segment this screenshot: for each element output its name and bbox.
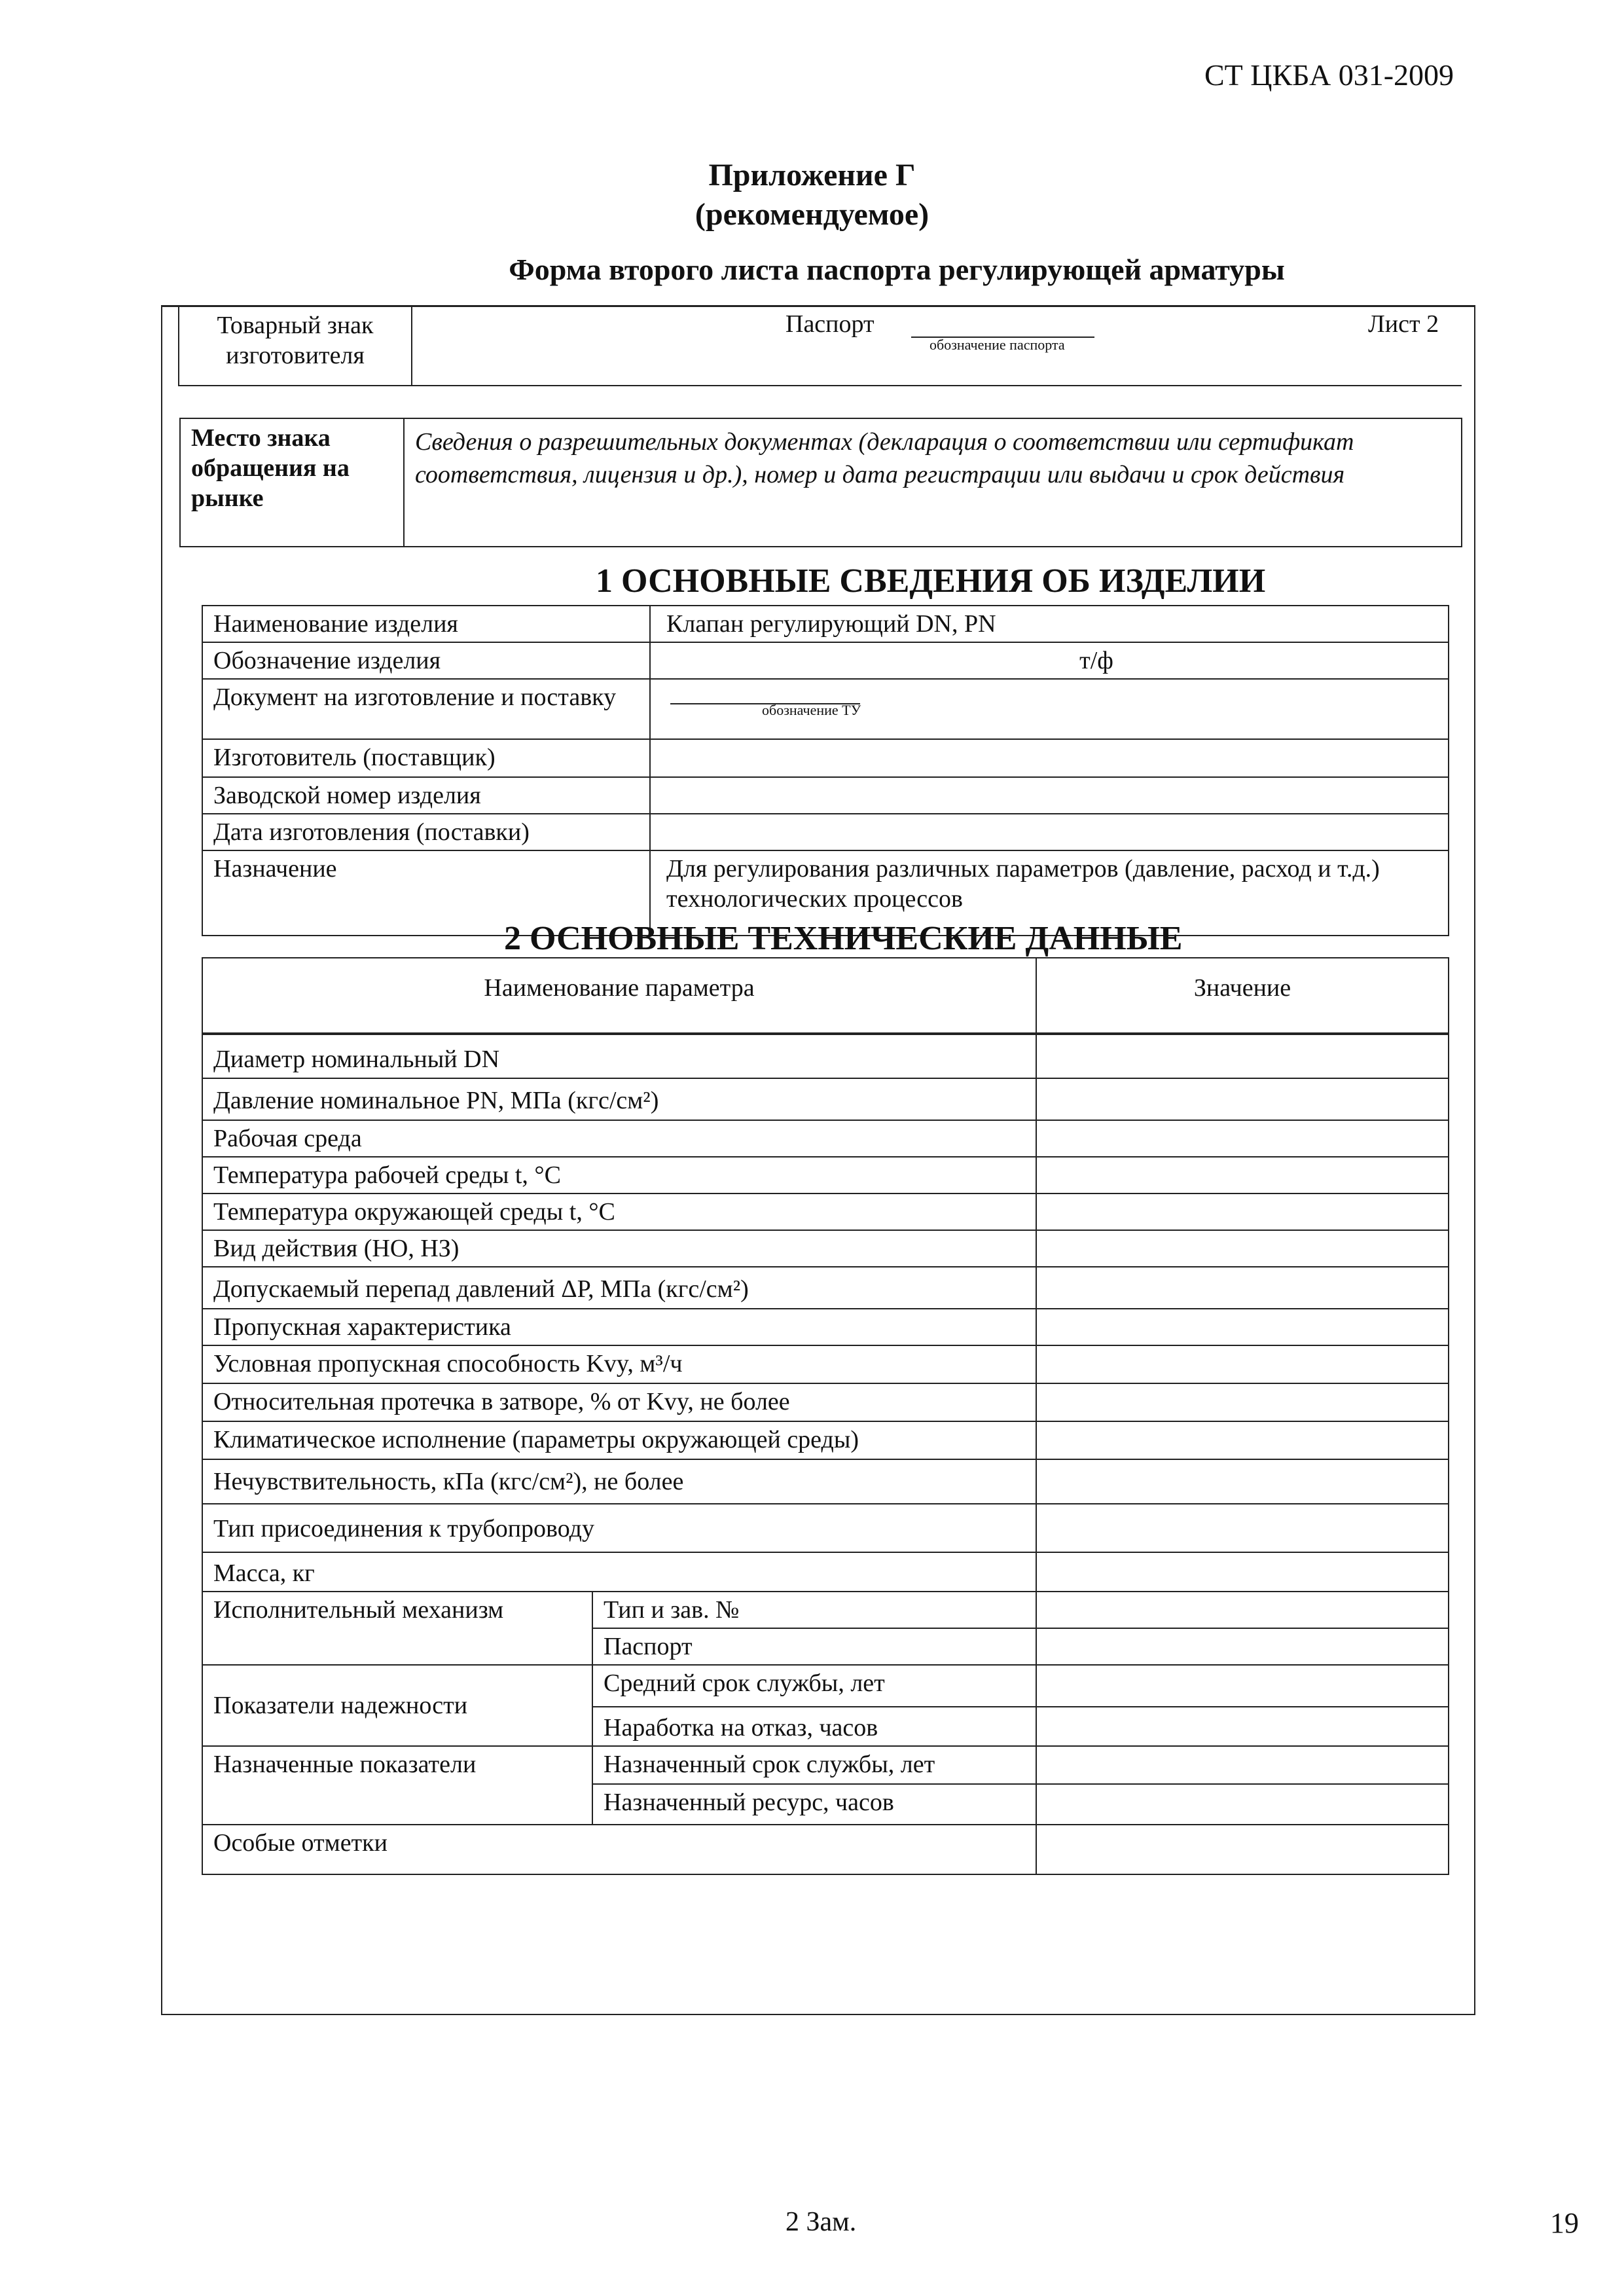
- group-label: Назначенные показатели: [202, 1746, 592, 1825]
- table-row: [202, 606, 1449, 642]
- market-mark-label: Место знака обращения на рынке: [180, 418, 404, 547]
- serial-number-label: Заводской номер изделия: [202, 777, 650, 814]
- table-row: [202, 1459, 1449, 1504]
- table-header-row: [202, 958, 1449, 1034]
- form-title: Форма второго листа паспорта регулирующей арматуры: [509, 253, 1285, 286]
- revision-note: 2 Зам.: [785, 2207, 857, 2237]
- table-row: [202, 1230, 1449, 1267]
- table-row: [202, 1592, 1449, 1628]
- param-name-header: Наименование параметра: [202, 958, 1036, 1034]
- passport-cell: [412, 306, 1462, 386]
- product-info-table: [202, 605, 1449, 936]
- param-label: Давление номинальное PN, МПа (кгс/см²): [202, 1078, 1036, 1120]
- group-sub-label: Наработка на отказ, часов: [592, 1707, 1036, 1746]
- param-label: Допускаемый перепад давлений ΔР, МПа (кгс/см²): [202, 1267, 1036, 1309]
- trademark-cell: [179, 306, 412, 386]
- manufacture-date-value: [650, 814, 1449, 850]
- trademark-label: Товарный знак изготовителя: [217, 312, 374, 369]
- param-value: [1036, 1157, 1449, 1194]
- manufacturing-doc-cell: [650, 679, 1449, 739]
- manufacturer-label: Изготовитель (поставщик): [202, 739, 650, 777]
- param-value: [1036, 1746, 1449, 1784]
- special-notes-value: [1036, 1825, 1449, 1874]
- product-designation-value: т/ф: [650, 642, 1449, 679]
- product-name-value: Клапан регулирующий DN, PN: [650, 606, 1449, 642]
- purpose-value: Для регулирования различных параметров (давление, расход и т.д.) технологических процессов: [650, 850, 1449, 936]
- table-row: [202, 777, 1449, 814]
- param-label: Условная пропускная способность Kvy, м³/ч: [202, 1345, 1036, 1383]
- param-value: [1036, 1592, 1449, 1628]
- table-row: [202, 679, 1449, 739]
- param-value: [1036, 1665, 1449, 1707]
- document-code: СТ ЦКБА 031-2009: [1204, 58, 1454, 92]
- group-sub-label: Тип и зав. №: [592, 1592, 1036, 1628]
- special-notes-label: Особые отметки: [202, 1825, 1036, 1874]
- param-label: Рабочая среда: [202, 1120, 1036, 1157]
- param-value: [1036, 1078, 1449, 1120]
- group-sub-label: Средний срок службы, лет: [592, 1665, 1036, 1707]
- table-row: [202, 1383, 1449, 1421]
- param-value: [1036, 1459, 1449, 1504]
- market-mark-text: Сведения о разрешительных документах (декларация о соответствии или сертификат соответствия, лицензия и др.), номер и дата регистрации или выдачи и срок действия: [404, 418, 1462, 547]
- param-value: [1036, 1267, 1449, 1309]
- param-value: [1036, 1309, 1449, 1345]
- passport-header-table: [178, 305, 1462, 386]
- table-row: [202, 1552, 1449, 1592]
- table-row: [202, 1309, 1449, 1345]
- table-row: [202, 1267, 1449, 1309]
- param-value: [1036, 1707, 1449, 1746]
- appendix-status: (рекомендуемое): [695, 197, 929, 232]
- param-label: Вид действия (НО, НЗ): [202, 1230, 1036, 1267]
- param-label: Диаметр номинальный DN: [202, 1034, 1036, 1078]
- manufacture-date-label: Дата изготовления (поставки): [202, 814, 650, 850]
- appendix-title: Приложение Г: [708, 158, 916, 192]
- table-row: [202, 1504, 1449, 1552]
- param-value: [1036, 1345, 1449, 1383]
- section1-title: 1 ОСНОВНЫЕ СВЕДЕНИЯ ОБ ИЗДЕЛИИ: [596, 562, 1266, 600]
- table-row: [202, 642, 1449, 679]
- manufacturing-doc-label: Документ на изготовление и поставку: [202, 679, 650, 739]
- group-sub-label: Назначенный ресурс, часов: [592, 1784, 1036, 1825]
- table-row: [202, 1120, 1449, 1157]
- param-label: Климатическое исполнение (параметры окружающей среды): [202, 1421, 1036, 1459]
- serial-number-value: [650, 777, 1449, 814]
- passport-label: Паспорт: [785, 310, 875, 338]
- market-mark-table: [179, 418, 1462, 547]
- param-label: Тип присоединения к трубопроводу: [202, 1504, 1036, 1552]
- param-value: [1036, 1421, 1449, 1459]
- technical-data-table: [202, 957, 1449, 1875]
- group-label: Исполнительный механизм: [202, 1592, 592, 1665]
- table-row: [202, 1421, 1449, 1459]
- passport-caption: обозначение паспорта: [929, 337, 1065, 353]
- table-row: [202, 1034, 1449, 1078]
- param-value: [1036, 1230, 1449, 1267]
- table-row: [202, 814, 1449, 850]
- tu-caption: обозначение ТУ: [762, 702, 861, 718]
- param-label: Нечувствительность, кПа (кгс/см²), не более: [202, 1459, 1036, 1504]
- purpose-label: Назначение: [202, 850, 650, 936]
- section2-title: 2 ОСНОВНЫЕ ТЕХНИЧЕСКИЕ ДАННЫЕ: [504, 920, 1183, 957]
- param-value: [1036, 1034, 1449, 1078]
- sheet-number: Лист 2: [1368, 310, 1439, 338]
- product-name-label: Наименование изделия: [202, 606, 650, 642]
- table-row: [202, 1194, 1449, 1230]
- param-label: Температура окружающей среды t, °С: [202, 1194, 1036, 1230]
- param-label: Температура рабочей среды t, °С: [202, 1157, 1036, 1194]
- param-value: [1036, 1120, 1449, 1157]
- table-row: [202, 1078, 1449, 1120]
- table-row: [202, 1746, 1449, 1784]
- page-number: 19: [1550, 2207, 1579, 2239]
- param-value: [1036, 1194, 1449, 1230]
- table-row: [202, 1345, 1449, 1383]
- param-value: [1036, 1383, 1449, 1421]
- param-value: [1036, 1784, 1449, 1825]
- table-row: [202, 739, 1449, 777]
- param-label: Масса, кг: [202, 1552, 1036, 1592]
- manufacturer-value: [650, 739, 1449, 777]
- param-value: [1036, 1628, 1449, 1665]
- table-row: [202, 1157, 1449, 1194]
- param-value: [1036, 1552, 1449, 1592]
- group-sub-label: Назначенный срок службы, лет: [592, 1746, 1036, 1784]
- param-value-header: Значение: [1036, 958, 1449, 1034]
- group-label: Показатели надежности: [202, 1665, 592, 1746]
- param-label: Пропускная характеристика: [202, 1309, 1036, 1345]
- group-sub-label: Паспорт: [592, 1628, 1036, 1665]
- param-label: Относительная протечка в затворе, % от Kvy, не более: [202, 1383, 1036, 1421]
- param-value: [1036, 1504, 1449, 1552]
- product-designation-label: Обозначение изделия: [202, 642, 650, 679]
- table-row: [202, 1665, 1449, 1707]
- table-row: [202, 1825, 1449, 1874]
